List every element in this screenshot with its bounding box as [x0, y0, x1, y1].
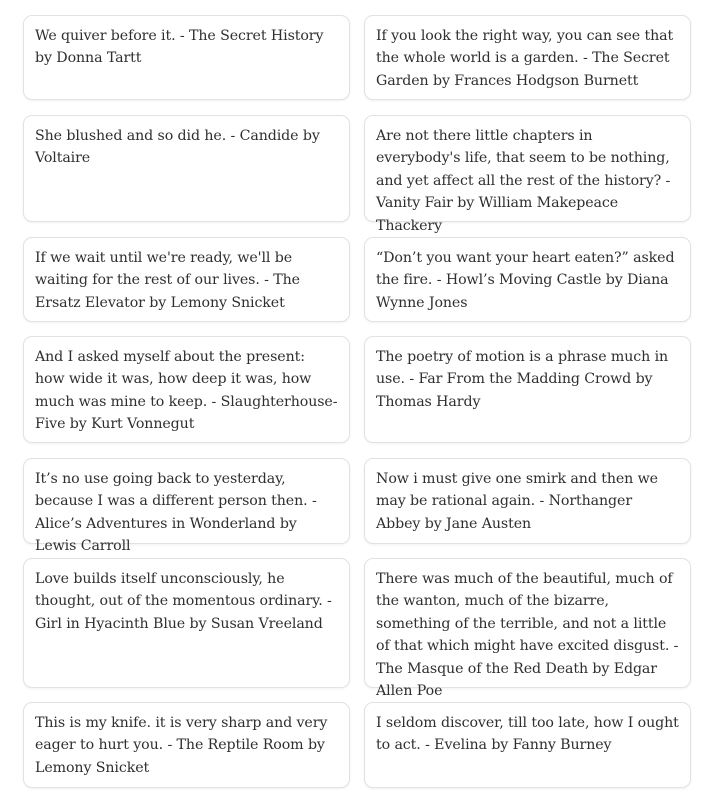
quote-card: [364, 237, 691, 322]
quote-text: And I asked myself about the present: how wide it was, how deep it was, how much was mine to keep. - Slaughterhouse-Five by Kurt Vonnegut: [35, 349, 338, 433]
quote-card: [364, 702, 691, 788]
quote-text: There was much of the beautiful, much of the wanton, much of the bizarre, something of the terrible, and not a little of that which might have excited disgust. - The Masque of the Red Death by Edgar Allen Poe: [376, 571, 679, 700]
quote-card: [23, 15, 350, 100]
quote-card: [364, 458, 691, 544]
quote-card: [364, 558, 691, 700]
quote-text: It’s no use going back to yesterday, because I was a different person then. - Alice’s Adventures in Wonderland by Lewis Carroll: [35, 471, 317, 555]
quote-card: [364, 336, 691, 443]
quote-card: [23, 237, 350, 322]
quote-text: We quiver before it. - The Secret History by Donna Tartt: [35, 28, 324, 67]
quote-text: Love builds itself unconsciously, he thought, out of the momentous ordinary. - Girl in Hyacinth Blue by Susan Vreeland: [35, 571, 332, 632]
quote-card: [364, 115, 691, 234]
quote-text: “Don’t you want your heart eaten?” asked the fire. - Howl’s Moving Castle by Diana Wynne Jones: [376, 250, 675, 311]
quote-text: Now i must give one smirk and then we may be rational again. - Northanger Abbey by Jane Austen: [376, 471, 658, 532]
quote-text: I seldom discover, till too late, how I ought to act. - Evelina by Fanny Burney: [376, 715, 679, 754]
quote-text: Are not there little chapters in everybody's life, that seem to be nothing, and yet affect all the rest of the history? - Vanity Fair by William Makepeace Thackery: [376, 128, 671, 234]
quote-text: She blushed and so did he. - Candide by Voltaire: [35, 128, 320, 167]
quote-text: The poetry of motion is a phrase much in use. - Far From the Madding Crowd by Thomas Hardy: [376, 349, 669, 410]
quote-card: [23, 336, 350, 443]
quote-card: [23, 702, 350, 788]
quote-card: [23, 115, 350, 222]
quote-card: [364, 15, 691, 100]
quote-text: If you look the right way, you can see that the whole world is a garden. - The Secret Garden by Frances Hodgson Burnett: [376, 28, 674, 89]
quote-card: [23, 558, 350, 688]
quote-text: This is my knife. it is very sharp and very eager to hurt you. - The Reptile Room by Lemony Snicket: [35, 715, 328, 776]
quote-text: If we wait until we're ready, we'll be waiting for the rest of our lives. - The Ersatz Elevator by Lemony Snicket: [35, 250, 300, 311]
quote-card: [23, 458, 350, 555]
